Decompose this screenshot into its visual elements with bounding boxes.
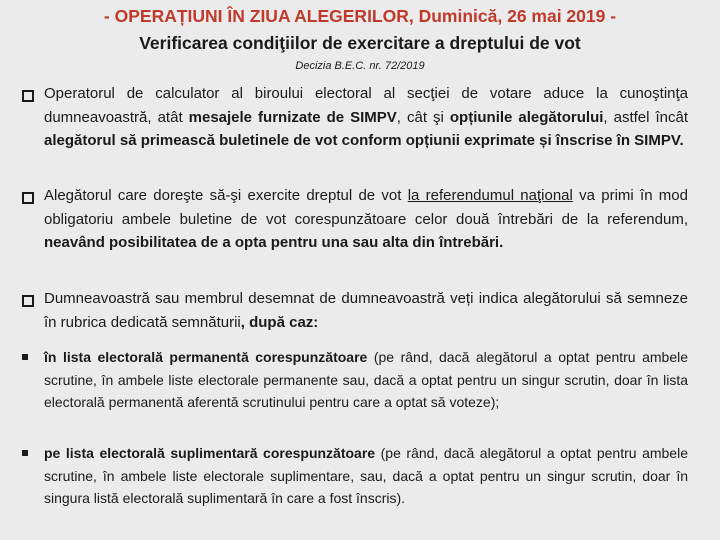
checkbox-bullet-icon bbox=[22, 86, 34, 110]
bullet-item-signature bbox=[22, 287, 688, 334]
bullet-text: Alegătorul care doreşte să-şi exercite dreptul de vot la referendumul naţional va primi în mod obligatoriu ambele buletine de vot corespunzătoare celor două întrebări de la referendum, neavând posibilitatea de a opta pentru una sau alta din întrebări. bbox=[44, 187, 688, 251]
bullet-text: Dumneavoastră sau membrul desemnat de dumneavoastră veți indica alegătorului să semneze în rubrica dedicată semnăturii, după caz: bbox=[44, 290, 688, 331]
decision-reference: Decizia B.E.C. nr. 72/2019 bbox=[295, 60, 425, 72]
subitem-text: pe lista electorală suplimentară corespunzătoare (pe rând, dacă alegătorul a optat pentru ambele scrutine, în ambele liste electorale suplimentare, sau, dacă a optat pentru un singur scrutin, doar în singura listă electorală suplimentară în care a fost înscris). bbox=[44, 445, 688, 506]
subitem-supplementary-list bbox=[22, 442, 688, 510]
page-title-line1: - OPERAȚIUNI ÎN ZIUA ALEGERILOR, Duminică, 26 mai 2019 - bbox=[103, 6, 617, 26]
subitem-text: în lista electorală permanentă corespunzătoare (pe rând, dacă alegătorul a optat pentru ambele scrutine, în ambele liste electorale permanente sau, dacă a optat pentru un singur scrutin, doar în lista electorală permanentă aferentă scrutinului pentru care a optat să voteze); bbox=[44, 349, 689, 410]
subitem-permanent-list bbox=[22, 346, 688, 414]
checkbox-bullet-icon bbox=[22, 291, 34, 315]
bullet-item-operator bbox=[22, 82, 688, 153]
checkbox-bullet-icon bbox=[22, 188, 34, 212]
square-bullet-icon bbox=[22, 346, 28, 369]
square-bullet-icon bbox=[22, 442, 28, 465]
bullet-text: Operatorul de calculator al biroului electoral al secţiei de votare aduce la cunoştinţa dumneavoastră, atât mesajele furnizate de SIMPV, cât şi opțiunile alegătorului, astfel încât alegătorul să primească buletinele de vot conform opțiunii exprimate și înscrise în SIMPV. bbox=[44, 85, 689, 149]
bullet-item-referendum bbox=[22, 184, 688, 255]
page-title-line2: Verificarea condiţiilor de exercitare a dreptului de vot bbox=[139, 33, 581, 53]
